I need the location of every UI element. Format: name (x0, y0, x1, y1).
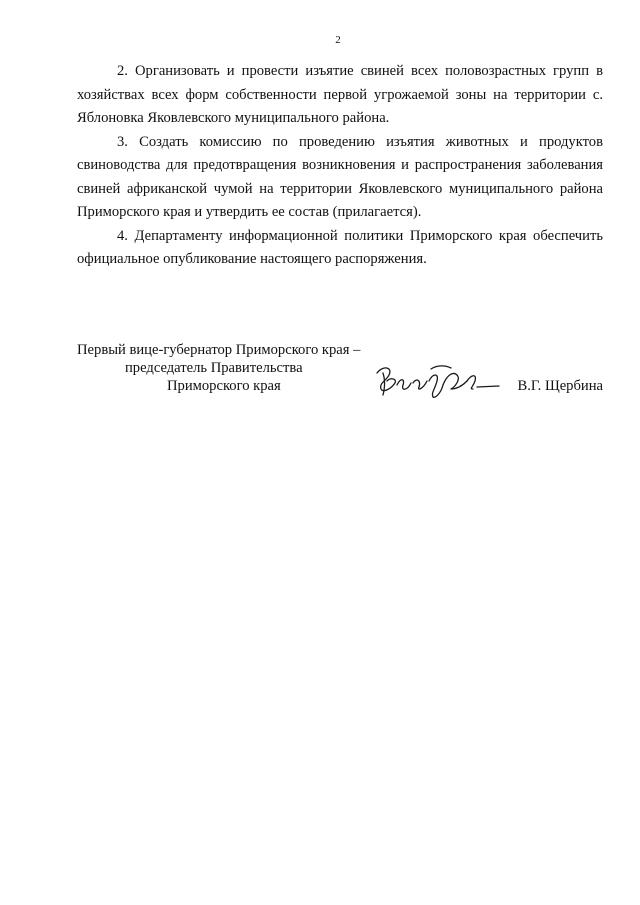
signatory-title-line-2: председатель Правительства (125, 360, 303, 376)
signature-block (77, 341, 607, 411)
page-number: 2 (335, 34, 341, 46)
paragraph-item-2: 2. Организовать и провести изъятие свиней всех половозрастных групп в хозяйствах всех форм собственности первой угрожаемой зоны на территории с. Яблоновка Яковлевского муниципального района. (77, 63, 603, 126)
signatory-name: В.Г. Щербина (517, 378, 603, 394)
document-body (77, 60, 603, 272)
paragraph-item-3: 3. Создать комиссию по проведению изъятия животных и продуктов свиноводства для предотвращения возникновения и распространения заболевания свиней африканской чумой на территории Яковлевского муниципального района Приморского края и утвердить ее состав (прилагается). (77, 133, 603, 220)
paragraph-item-4: 4. Департаменту информационной политики Приморского края обеспечить официальное опубликование настоящего распоряжения. (77, 227, 603, 267)
signatory-title-line-1: Первый вице-губернатор Приморского края – (77, 342, 361, 358)
signatory-title-line-3: Приморского края (167, 378, 281, 394)
handwritten-signature (373, 359, 503, 401)
